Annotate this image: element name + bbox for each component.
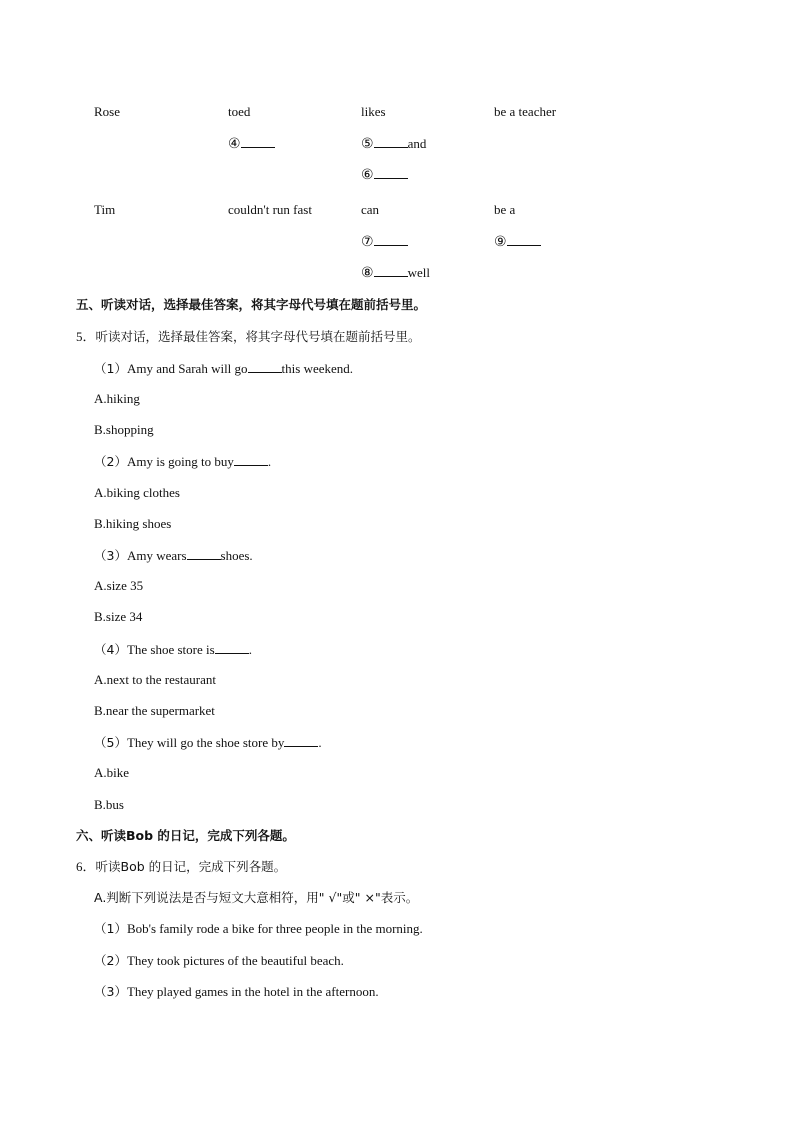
q5-item-4-option-b: B.near the supermarket (94, 703, 215, 718)
section-5-heading: 五、听读对话，选择最佳答案，将其字母代号填在题前括号里。 (76, 297, 427, 312)
table-cell-now-tim: can (361, 202, 380, 217)
blank-8[interactable] (361, 264, 430, 281)
statement-text: They played games in the hotel in the afternoon. (126, 984, 379, 999)
table-cell-future-rose: be a teacher (494, 104, 557, 119)
blank-8-suffix: well (407, 265, 430, 280)
table-cell-now-rose: likes (361, 104, 386, 119)
item-number: （1） (94, 921, 127, 936)
q5-item-5-stem (94, 734, 322, 751)
circled-number-4: ④ (228, 136, 241, 152)
stem-before: Amy wears (126, 548, 187, 563)
q5-item-2-option-b: B.hiking shoes (94, 516, 172, 531)
circled-number-7: ⑦ (361, 234, 374, 250)
circled-number-5: ⑤ (361, 136, 374, 152)
table-cell-name-rose: Rose (94, 104, 120, 119)
table-cell-past-tim: couldn't run fast (228, 202, 312, 217)
section-6-heading: 六、听读Bob 的日记，完成下列各题。 (76, 828, 295, 843)
circled-number-6: ⑥ (361, 167, 374, 183)
question-5-text (76, 329, 421, 345)
q5-item-3-option-a: A.size 35 (94, 578, 144, 593)
answer-blank[interactable] (234, 453, 268, 466)
circled-number-8: ⑧ (361, 265, 374, 281)
blank-6[interactable] (361, 166, 408, 183)
item-number: （4） (94, 642, 127, 657)
blank-line (374, 166, 408, 179)
q6-instruction: A.判断下列说法是否与短文大意相符，用" √"或" ×"表示。 (94, 890, 419, 905)
q5-item-2-option-a: A.biking clothes (94, 485, 180, 500)
stem-before: Amy is going to buy (126, 454, 234, 469)
stem-before: The shoe store is (126, 642, 215, 657)
table-cell-name-tim: Tim (94, 202, 116, 217)
question-number: 5． (76, 329, 96, 344)
stem-after: . (267, 454, 272, 469)
answer-blank[interactable] (248, 360, 282, 373)
statement-text: They took pictures of the beautiful beach. (126, 953, 344, 968)
question-prompt: 听读对话，选择最佳答案，将其字母代号填在题前括号里。 (95, 329, 421, 344)
question-prompt: 听读Bob 的日记，完成下列各题。 (95, 859, 287, 874)
stem-before: They will go the shoe store by (126, 735, 285, 750)
q5-item-4-stem (94, 641, 252, 658)
blank-line (374, 233, 408, 246)
q6-item-1 (94, 921, 423, 937)
blank-7[interactable] (361, 233, 408, 250)
stem-after: shoes. (220, 548, 253, 563)
q5-item-2-stem (94, 453, 271, 470)
q5-item-3-option-b: B.size 34 (94, 609, 143, 624)
circled-number-9: ⑨ (494, 234, 507, 250)
blank-line (507, 233, 541, 246)
blank-line (241, 135, 275, 148)
item-number: （5） (94, 735, 127, 750)
q6-item-3 (94, 984, 379, 1000)
blank-line (374, 264, 408, 277)
answer-blank[interactable] (284, 734, 318, 747)
blank-9[interactable] (494, 233, 541, 250)
q5-item-5-option-a: A.bike (94, 765, 130, 780)
q5-item-1-option-b: B.shopping (94, 422, 154, 437)
question-number: 6． (76, 859, 96, 874)
q5-item-1-stem (94, 360, 353, 377)
q5-item-1-option-a: A.hiking (94, 391, 140, 406)
answer-blank[interactable] (187, 547, 221, 560)
item-number: （2） (94, 454, 127, 469)
table-cell-past-rose: toed (228, 104, 251, 119)
item-number: （3） (94, 984, 127, 999)
stem-after: . (318, 735, 322, 750)
item-number: （1） (94, 361, 127, 376)
blank-5-suffix: and (407, 136, 427, 151)
q5-item-4-option-a: A.next to the restaurant (94, 672, 217, 687)
item-number: （2） (94, 953, 127, 968)
answer-blank[interactable] (215, 641, 249, 654)
statement-text: Bob's family rode a bike for three people in the morning. (126, 921, 423, 936)
q5-item-5-option-b: B.bus (94, 797, 124, 812)
item-number: （3） (94, 548, 127, 563)
stem-after: this weekend. (281, 361, 354, 376)
q5-item-3-stem (94, 547, 253, 564)
q6-item-2 (94, 953, 344, 969)
blank-line (374, 135, 408, 148)
stem-before: Amy and Sarah will go (126, 361, 248, 376)
table-cell-future-tim: be a (494, 202, 516, 217)
stem-after: . (248, 642, 252, 657)
blank-5[interactable] (361, 135, 426, 152)
blank-4[interactable] (228, 135, 275, 152)
question-6-text (76, 859, 286, 875)
